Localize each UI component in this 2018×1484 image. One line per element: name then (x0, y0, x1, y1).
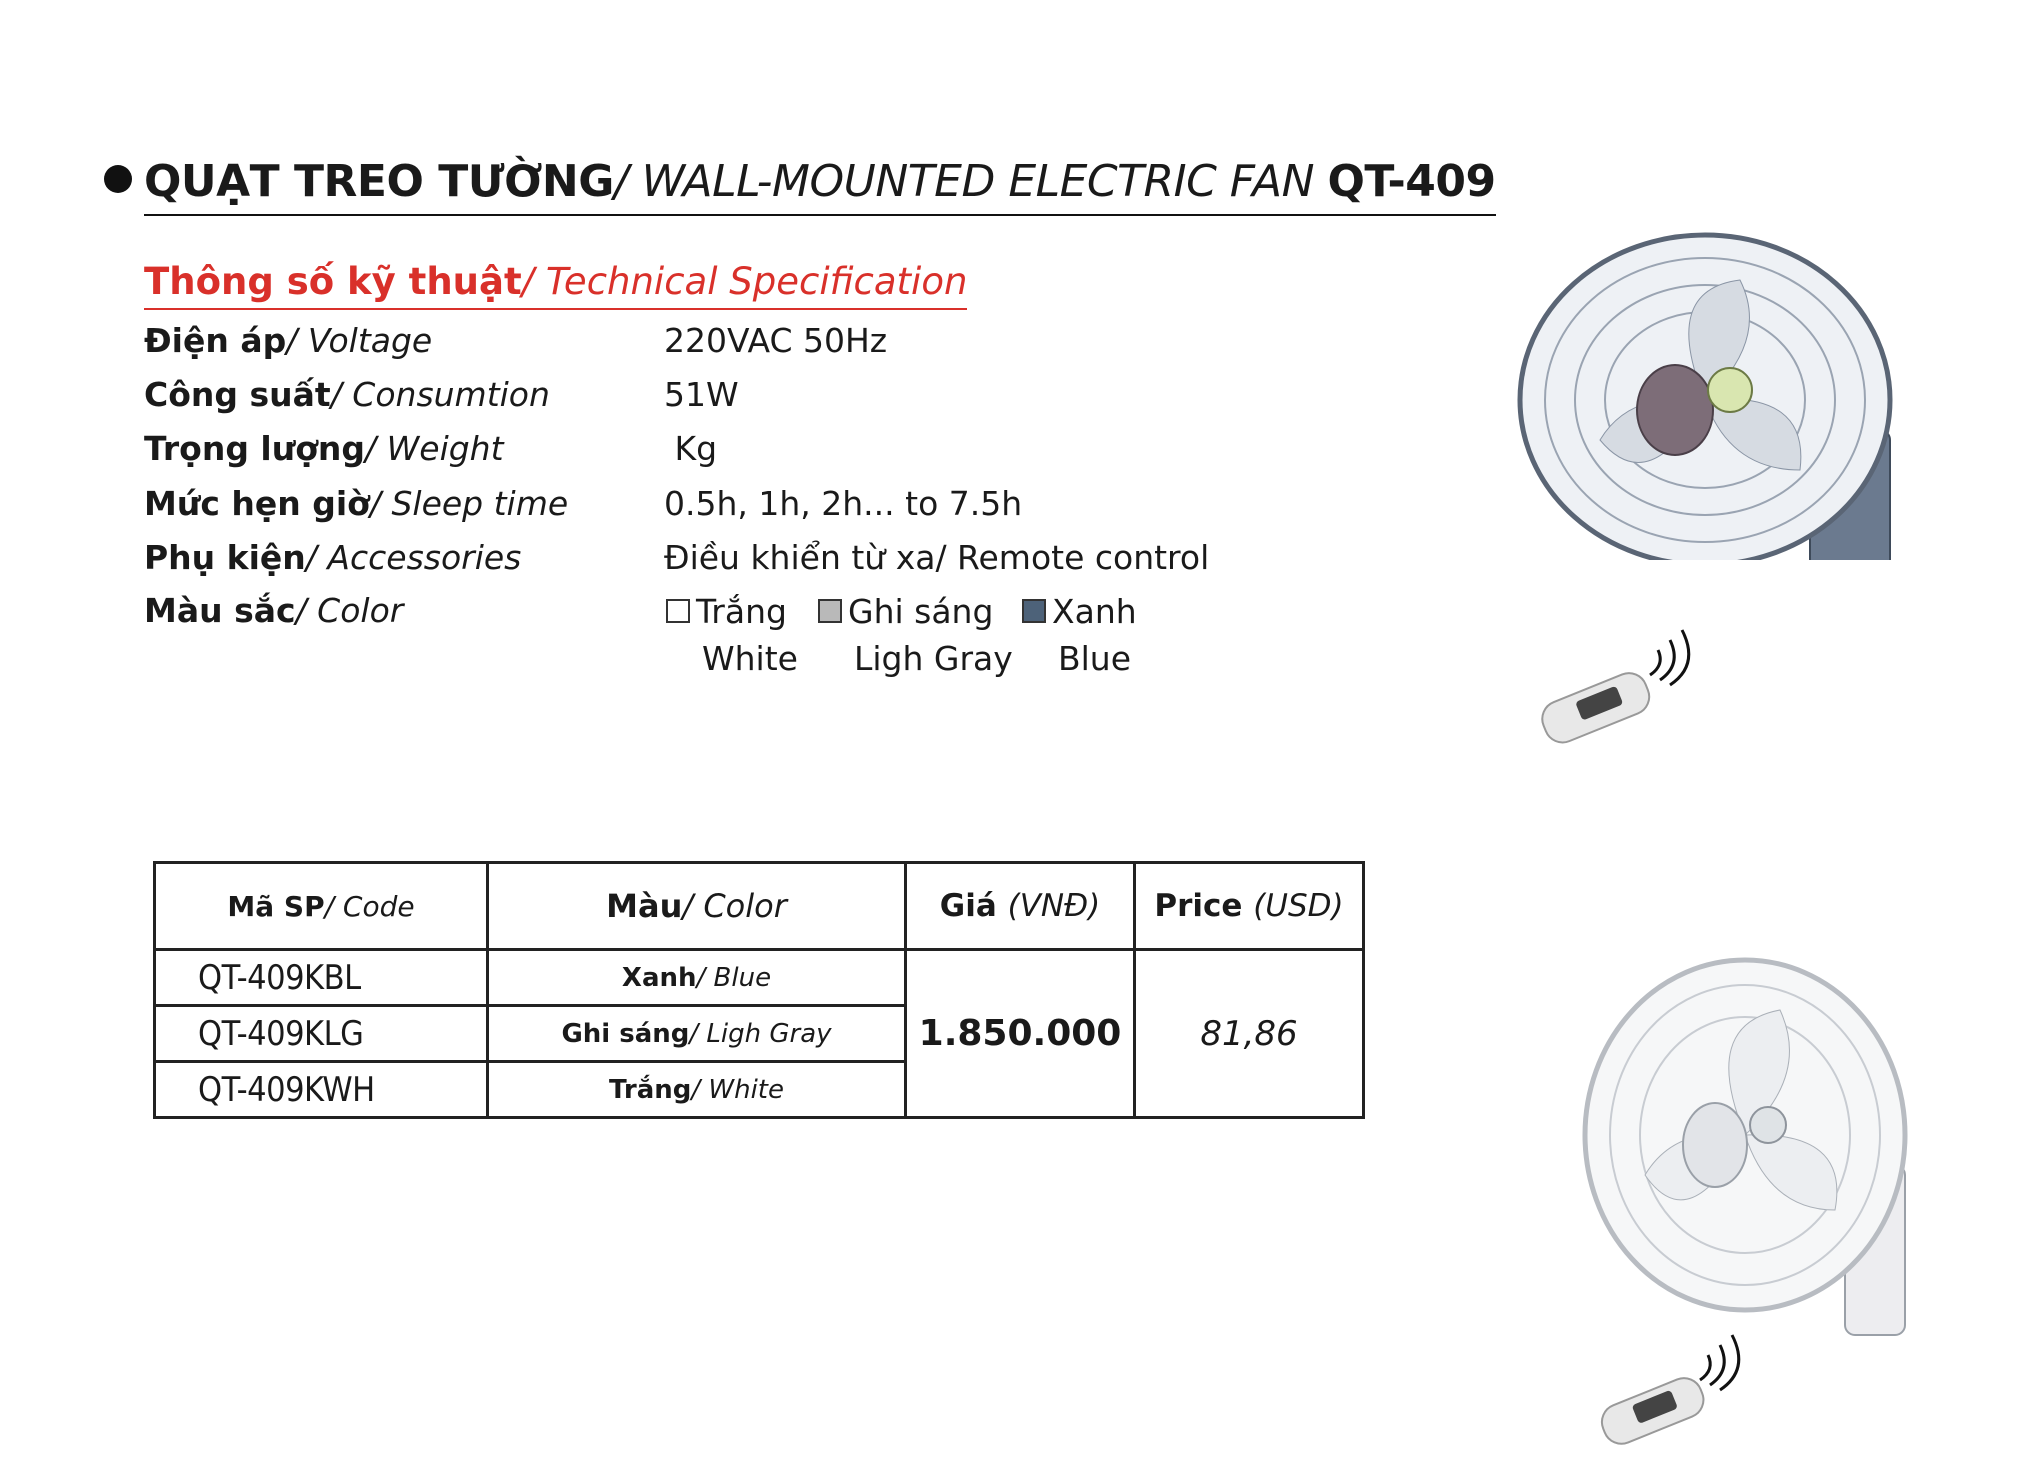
heading-model: QT-409 (1327, 156, 1496, 207)
spec-value-voltage: 220VAC 50Hz (664, 321, 888, 360)
color-cell (488, 950, 906, 1006)
color-option-white (666, 589, 787, 635)
spec-label-vi: Trọng lượng (144, 429, 366, 468)
spec-label-vi: Điện áp (144, 321, 287, 360)
spec-label-weight (144, 426, 504, 472)
color-option-lightgray (818, 589, 993, 635)
swatch-white (666, 599, 690, 623)
color-cell (488, 1006, 906, 1062)
spec-label-sleep (144, 481, 568, 527)
header-text-italic: / Code (324, 889, 415, 923)
product-heading (144, 150, 1496, 216)
header-text-bold: Mã SP (227, 889, 325, 923)
header-price-usd (1135, 863, 1364, 950)
color-en: / Ligh Gray (689, 1018, 832, 1049)
spec-title (144, 256, 967, 310)
spec-label-en: / Sleep time (369, 484, 569, 523)
table-header-row (155, 863, 1364, 950)
color-option-blue (1022, 589, 1137, 635)
spec-label-accessories (144, 535, 521, 581)
header-text-italic: / Color (682, 887, 787, 925)
swatch-lightgray (818, 599, 842, 623)
spec-label-voltage (144, 318, 432, 364)
spec-label-color (144, 588, 403, 634)
spec-label-vi: Màu sắc (144, 591, 296, 630)
color-cell (488, 1062, 906, 1118)
color-en-lightgray: Ligh Gray (854, 639, 1013, 678)
spec-value-weight: Kg (664, 429, 718, 468)
color-vi: Ghi sáng (848, 592, 994, 631)
table-row (155, 950, 1364, 1006)
heading-bullet (104, 165, 132, 193)
spec-label-en: / Consumtion (330, 375, 550, 414)
spec-label-consumption (144, 372, 550, 418)
spec-label-en: / Voltage (286, 321, 433, 360)
color-vi: Xanh (1052, 592, 1137, 631)
swatch-blue (1022, 599, 1046, 623)
code-cell: QT-409KWH (155, 1062, 488, 1118)
header-price-vnd (906, 863, 1135, 950)
spec-label-en: / Weight (365, 429, 504, 468)
fan-blue-image (1510, 220, 1910, 560)
header-text-bold: Giá (939, 888, 1008, 924)
spec-label-vi: Phụ kiện (144, 538, 306, 577)
heading-vi: QUẠT TREO TƯỜNG (144, 156, 614, 207)
color-vi: Ghi sáng (561, 1018, 690, 1049)
spec-value-sleep: 0.5h, 1h, 2h... to 7.5h (664, 484, 1023, 523)
fan-white-image (1580, 945, 1910, 1345)
header-code (155, 863, 488, 950)
color-vi: Trắng (696, 592, 787, 631)
header-text-bold: Màu (606, 887, 683, 925)
remote-control-image (1595, 1330, 1765, 1460)
color-en: / Blue (696, 962, 772, 993)
color-en-blue: Blue (1058, 639, 1132, 678)
spec-label-en: / Color (295, 591, 404, 630)
remote-control-image (1530, 625, 1710, 755)
header-text-bold: Price (1154, 888, 1254, 924)
color-vi: Xanh (621, 962, 697, 993)
color-en-white: White (702, 639, 798, 678)
color-vi: Trắng (609, 1074, 692, 1105)
spec-value-accessories: Điều khiển từ xa/ Remote control (664, 538, 1210, 577)
header-color (488, 863, 906, 950)
price-usd-cell: 81,86 (1135, 950, 1364, 1118)
code-cell: QT-409KBL (155, 950, 488, 1006)
spec-label-vi: Mức hẹn giờ (144, 484, 370, 523)
spec-label-vi: Công suất (144, 375, 331, 414)
price-table (153, 861, 1365, 1119)
header-text-italic: (VNĐ) (1007, 888, 1101, 924)
price-vnd-cell: 1.850.000 (906, 950, 1135, 1118)
color-en: / White (691, 1074, 784, 1105)
spec-title-vi: Thông số kỹ thuật (144, 260, 522, 303)
code-cell: QT-409KLG (155, 1006, 488, 1062)
spec-label-en: / Accessories (305, 538, 522, 577)
header-text-italic: (USD) (1253, 888, 1344, 924)
spec-title-en: / Technical Specification (521, 260, 968, 303)
heading-en: / WALL-MOUNTED ELECTRIC FAN (613, 156, 1328, 207)
spec-value-consumption: 51W (664, 375, 739, 414)
